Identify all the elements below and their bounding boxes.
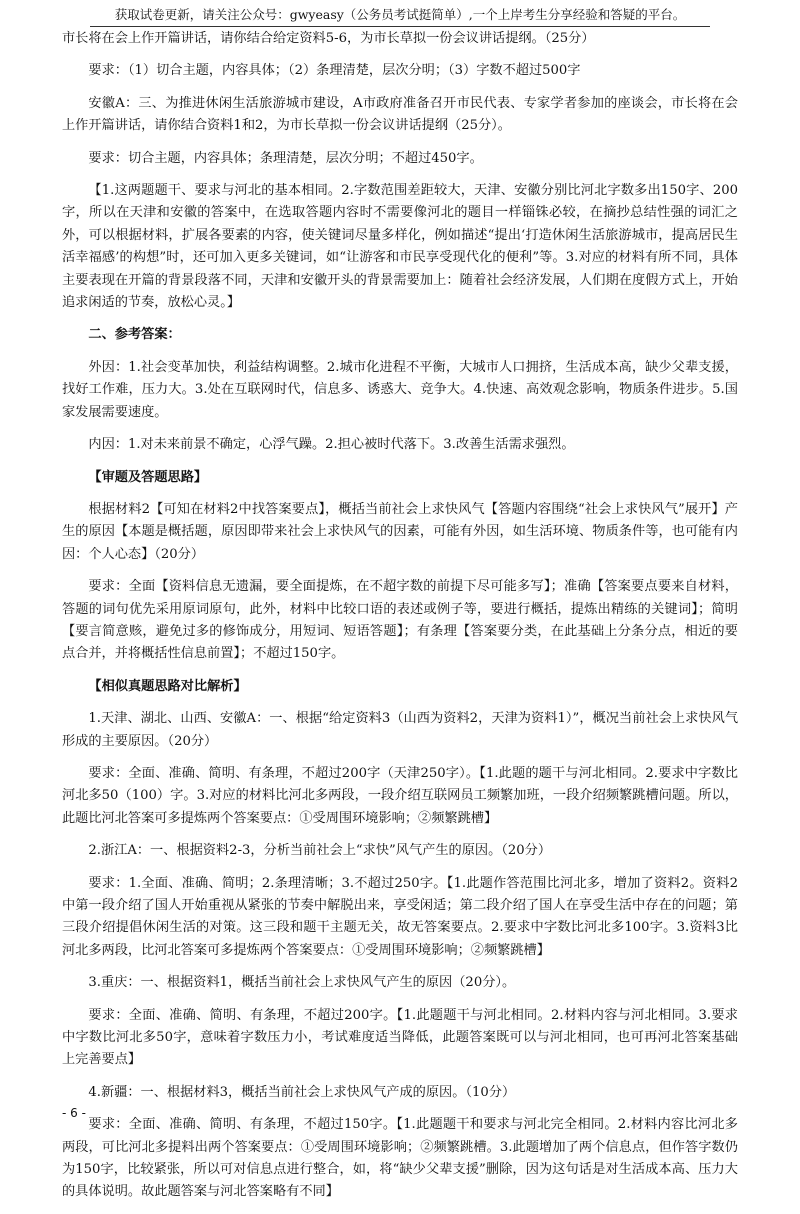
section-heading: 【审题及答题思路】: [88, 469, 208, 485]
paragraph: 【1.这两题题干、要求与河北的基本相同。2.字数范围差距较大，天津、安徽分别比河北字数多出150字、200字，所以在天津和安徽的答案中，在选取答题内容时不需要像河北的题目一样锱铢必较，在摘抄总结性强的词汇之外，可以根据材料，扩展各要素的内容，使关键词尽量多样化，例如描述“提出‘打造休闲生活旅游城市，提高居民生活幸福感’的构想”时，还可加入更多关键词，如“让游客和市民享受现代化的便利”等。3.对应的材料有所不同，具体主要表现在开篇的背景段落不同，天津和安徽开头的背景需要加上：随着社会经济发展，人们期在度假方式上，开始追求闲适的节奏，放松心灵。】: [62, 183, 738, 311]
section-heading: 二、参考答案：: [88, 327, 181, 343]
paragraph: 内因：1.对未来前景不确定，心浮气躁。2.担心被时代落下。3.改善生活需求强烈。: [88, 437, 575, 453]
document-body: [62, 28, 738, 1214]
paragraph: 4.新疆：一、根据材料3，概括当前社会上求快风气产成的原因。（10分）: [88, 1084, 516, 1100]
paragraph: 1.天津、湖北、山西、安徽A：一、根据“给定资料3（山西为资料2，天津为资料1）”，概况当前社会上求快风气形成的主要原因。（20分）: [62, 711, 738, 749]
paragraph: 要求：全面、准确、简明、有条理，不超过150字。【1.此题题干和要求与河北完全相同。2.材料内容比河北多两段，可比河北多提料出两个答案要点：①受周围环境影响；②频繁跳槽。3.此题增加了两个信息点，但作答字数仍为150字，比较紧张，所以可对信息点进行整合，如，将“缺少父辈支援”删除，因为这句话是对生活成本高、压力大的具体说明。故此题答案与河北答案略有不同】: [62, 1117, 738, 1200]
paragraph: 3.重庆：一、根据资料1，概括当前社会上求快风气产生的原因（20分）。: [88, 975, 516, 991]
section-heading: 【相似真题思路对比解析】: [88, 678, 247, 694]
paragraph: 要求：全面、准确、简明、有条理，不超过200字（天津250字）。【1.此题的题干与河北相同。2.要求中字数比河北多50（100）字。3.对应的材料比河北多两段，一段介绍互联网员工频繁加班，一段介绍频繁跳槽问题。所以，此题比河北答案可多提炼两个答案要点：①受周围环境影响；②频繁跳槽】: [62, 765, 738, 826]
paragraph: 要求：（1）切合主题，内容具体；（2）条理清楚，层次分明；（3）字数不超过500字: [88, 63, 581, 79]
paragraph: 外因：1.社会变革加快，利益结构调整。2.城市化进程不平衡，大城市人口拥挤，生活成本高，缺少父辈支援，找好工作难，压力大。3.处在互联网时代，信息多、诱惑大、竞争大。4.快速、高效观念影响，物质条件进步。5.国家发展需要速度。: [62, 359, 738, 420]
paragraph: 要求：全面、准确、简明、有条理，不超过200字。【1.此题题干与河北相同。2.材料内容与河北相同。3.要求中字数比河北多50字，意味着字数压力小，考试难度适当降低，此题答案既可以与河北相同，也可再河北答案基础上完善要点】: [62, 1007, 738, 1068]
page-number: - 6 -: [62, 1106, 86, 1120]
paragraph: 根据材料2【可知在材料2中找答案要点】，概括当前社会上求快风气【答题内容围绕“社会上求快风气”展开】产生的原因【本题是概括题，原因即带来社会上求快风气的因素，可能有外因，如生活环境、物质条件等，也可能有内因：个人心态】（20分）: [62, 501, 738, 562]
paragraph: 要求：全面【资料信息无遗漏，要全面提炼，在不超字数的前提下尽可能多写】；准确【答案要点要来自材料，答题的词句优先采用原词原句，此外，材料中比较口语的表述或例子等，要进行概括，提炼出精练的关键词】；简明【要言简意赅，避免过多的修饰成分，用短词、短语答题】；有条理【答案要分类，在此基础上分条分点，相近的要点合并，并将概括性信息前置】；不超过150字。: [62, 579, 738, 662]
paragraph: 市长将在会上作开篇讲话，请你结合给定资料5-6，为市长草拟一份会议讲话提纲。（25分）: [62, 31, 595, 46]
paragraph: 要求：切合主题，内容具体；条理清楚，层次分明；不超过450字。: [88, 150, 483, 166]
paragraph: 安徽A：三、为推进休闲生活旅游城市建设，A市政府准备召开市民代表、专家学者参加的座谈会，市长将在会上作开篇讲话，请你结合资料1和2，为市长草拟一份会议讲话提纲（25分）。: [62, 95, 738, 134]
paragraph: 2.浙江A：一、根据资料2-3，分析当前社会上“求快”风气产生的原因。（20分）: [88, 843, 552, 859]
paragraph: 要求：1.全面、准确、简明；2.条理清晰；3.不超过250字。【1.此题作答范围比河北多，增加了资料2。资料2中第一段介绍了国人开始重视从紧张的节奏中解脱出来，享受闲适；第二段介绍了国人在享受生活中存在的问题；第三段介绍提倡休闲生活的对策。这三段和题干主题无关，故无答案要点。2.要求中字数比河北多100字。3.资料3比河北多两段，比河北答案可多提炼两个答案要点：①受周围环境影响；②频繁跳槽】: [62, 875, 738, 958]
page-header: 获取试卷更新，请关注公众号：gwyeasy（公务员考试挺简单）,一个上岸考生分享经验和答疑的平台。: [90, 4, 710, 27]
